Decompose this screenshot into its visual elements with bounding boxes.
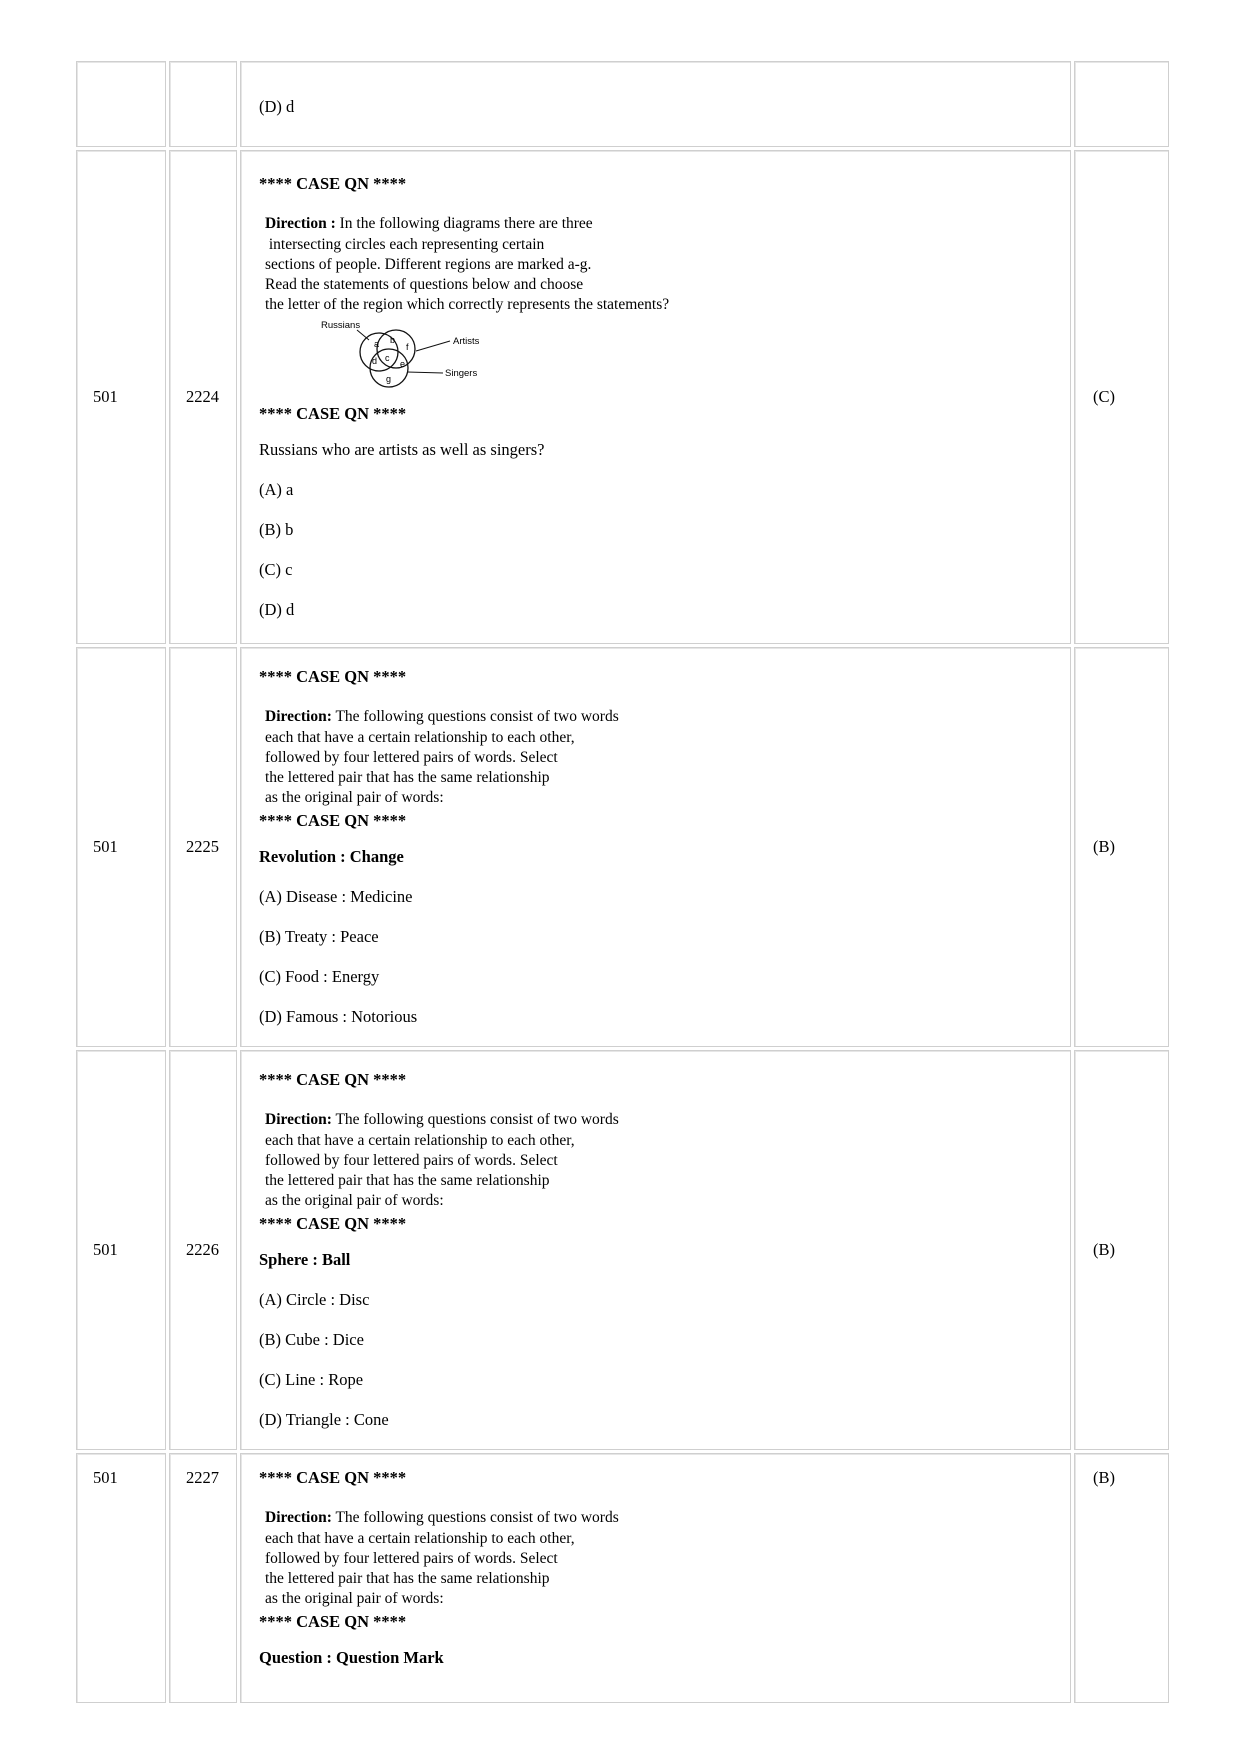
direction-line: The following questions consist of two words	[331, 1111, 619, 1129]
question-table	[73, 58, 1172, 1706]
direction-line: the letter of the region which correctly represents the statements?	[265, 296, 670, 314]
venn-region-g: g	[386, 373, 392, 384]
subject-cell: 501	[76, 1453, 166, 1703]
question-stem: Russians who are artists as well as singers?	[259, 439, 545, 459]
artists-arrow	[416, 341, 450, 351]
question-stem: Sphere : Ball	[259, 1249, 351, 1269]
answer-cell: (C)	[1074, 150, 1169, 644]
direction-line: as the original pair of words:	[265, 1192, 444, 1210]
option-a: (A) a	[259, 479, 294, 499]
case-marker: **** CASE QN ****	[259, 810, 407, 830]
venn-region-a: a	[374, 338, 380, 349]
venn-label-singers: Singers	[445, 367, 478, 379]
qid-cell: 2225	[169, 647, 237, 1047]
direction-line: intersecting circles each representing certain	[265, 235, 545, 253]
question-sheet	[73, 58, 1169, 1706]
direction-line: the lettered pair that has the same relationship	[265, 769, 550, 787]
direction-line: each that have a certain relationship to each other,	[265, 728, 575, 746]
direction-line: as the original pair of words:	[265, 1590, 444, 1608]
qid-cell: 2226	[169, 1050, 237, 1450]
direction-line: followed by four lettered pairs of words. Select	[265, 1151, 558, 1169]
venn-label-russians: Russians	[321, 319, 361, 331]
option-a: (A) Circle : Disc	[259, 1289, 370, 1309]
subject-cell: 501	[76, 647, 166, 1047]
option-b: (B) b	[259, 519, 294, 539]
venn-region-b: b	[390, 334, 396, 345]
direction-line: In the following diagrams there are three	[335, 215, 593, 233]
table-row	[76, 61, 1169, 147]
qid-cell: 2224	[169, 150, 237, 644]
option-d: (D) Famous : Notorious	[259, 1006, 418, 1026]
option-d: (D) d	[259, 97, 295, 116]
direction-text	[259, 1110, 1052, 1211]
direction-line: followed by four lettered pairs of words. Select	[265, 1549, 558, 1567]
singers-arrow	[407, 372, 443, 373]
venn-diagram	[319, 320, 519, 400]
option-d: (D) Triangle : Cone	[259, 1409, 389, 1429]
direction-line: Read the statements of questions below and choose	[265, 276, 584, 294]
option-b: (B) Cube : Dice	[259, 1329, 364, 1349]
direction-line: the lettered pair that has the same relationship	[265, 1172, 550, 1190]
option-c: (C) c	[259, 559, 293, 579]
option-d: (D) d	[259, 599, 295, 619]
case-marker: **** CASE QN ****	[259, 1611, 407, 1631]
question-cell	[240, 647, 1071, 1047]
direction-label: Direction:	[265, 708, 332, 726]
direction-line: each that have a certain relationship to each other,	[265, 1131, 575, 1149]
table-row	[76, 1453, 1169, 1703]
venn-label-artists: Artists	[453, 335, 480, 347]
subject-cell: 501	[76, 1050, 166, 1450]
question-stem: Revolution : Change	[259, 846, 404, 866]
venn-region-d: d	[372, 355, 378, 366]
direction-line: The following questions consist of two words	[331, 708, 619, 726]
venn-region-e: e	[400, 358, 406, 369]
direction-line: followed by four lettered pairs of words. Select	[265, 748, 558, 766]
table-row	[76, 1050, 1169, 1450]
direction-line: sections of people. Different regions are marked a-g.	[265, 255, 592, 273]
question-cell	[240, 61, 1071, 147]
answer-cell: (B)	[1074, 1453, 1169, 1703]
direction-label: Direction:	[265, 1509, 332, 1527]
russians-arrow	[357, 330, 369, 340]
direction-label: Direction:	[265, 1111, 332, 1129]
question-cell	[240, 1050, 1071, 1450]
answer-cell	[1074, 61, 1169, 147]
artists-circle	[377, 330, 415, 368]
direction-text	[259, 214, 1052, 315]
case-marker: **** CASE QN ****	[259, 1213, 407, 1233]
subject-cell	[76, 61, 166, 147]
table-row	[76, 150, 1169, 644]
question-stem: Question : Question Mark	[259, 1647, 444, 1667]
question-cell	[240, 1453, 1071, 1703]
table-row	[76, 647, 1169, 1047]
venn-region-c: c	[385, 352, 390, 363]
direction-line: as the original pair of words:	[265, 789, 444, 807]
question-cell	[240, 150, 1071, 644]
direction-line: the lettered pair that has the same relationship	[265, 1570, 550, 1588]
answer-cell: (B)	[1074, 647, 1169, 1047]
venn-region-f: f	[406, 341, 409, 352]
option-c: (C) Line : Rope	[259, 1369, 364, 1389]
option-b: (B) Treaty : Peace	[259, 926, 379, 946]
direction-line: each that have a certain relationship to each other,	[265, 1529, 575, 1547]
direction-text	[259, 707, 1052, 808]
direction-label: Direction :	[265, 215, 336, 233]
direction-line: The following questions consist of two words	[331, 1509, 619, 1527]
case-marker: **** CASE QN ****	[259, 403, 407, 423]
direction-text	[259, 1508, 1052, 1609]
qid-cell	[169, 61, 237, 147]
answer-cell: (B)	[1074, 1050, 1169, 1450]
subject-cell: 501	[76, 150, 166, 644]
qid-cell: 2227	[169, 1453, 237, 1703]
option-c: (C) Food : Energy	[259, 966, 380, 986]
case-marker: **** CASE QN ****	[259, 1468, 407, 1488]
case-marker: **** CASE QN ****	[259, 1070, 407, 1090]
case-marker: **** CASE QN ****	[259, 174, 407, 194]
case-marker: **** CASE QN ****	[259, 667, 407, 687]
option-a: (A) Disease : Medicine	[259, 886, 413, 906]
